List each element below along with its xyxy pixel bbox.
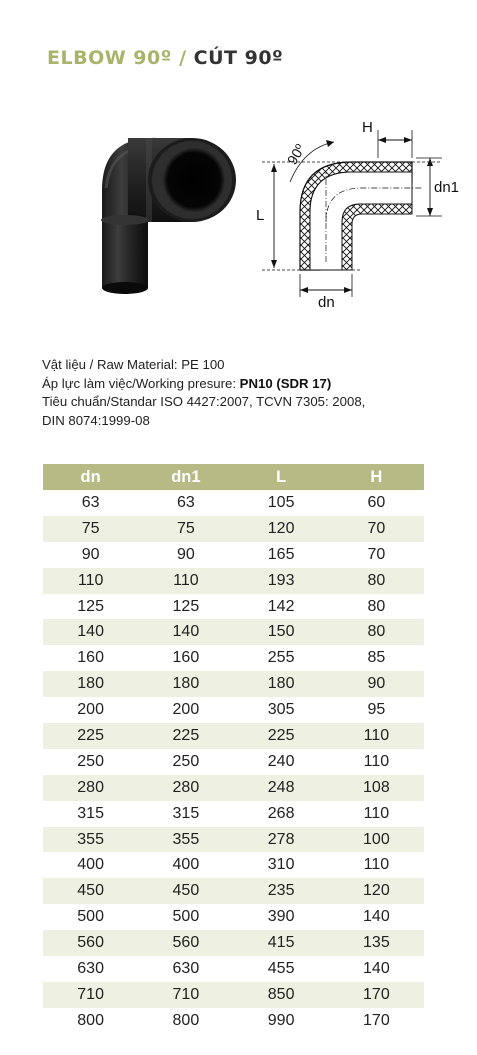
- cell-dn: 63: [81, 493, 100, 511]
- cell-dn: 630: [77, 959, 104, 977]
- cell-dn1: 225: [138, 723, 233, 749]
- cell-h: 70: [329, 516, 424, 542]
- title-separator: /: [179, 47, 187, 69]
- pressure-label: Áp lực làm việc/Working presure:: [42, 375, 240, 391]
- cell-h: 100: [329, 827, 424, 853]
- cell-dn1: 160: [172, 649, 200, 667]
- cell-h: 110: [329, 723, 424, 749]
- cell-dn1: 630: [172, 959, 200, 977]
- page-title: [47, 47, 283, 69]
- cell-dn: 200: [77, 701, 104, 719]
- cell-h: 140: [363, 908, 390, 926]
- table-row: [43, 594, 424, 620]
- cell-l: 165: [267, 545, 295, 563]
- table-row: [43, 904, 424, 930]
- cell-dn1: 180: [138, 671, 233, 697]
- cell-dn: 560: [43, 930, 138, 956]
- header-dn: dn: [43, 464, 138, 490]
- cell-h: 110: [363, 856, 390, 874]
- cell-h: 108: [329, 775, 424, 801]
- table-row: [43, 671, 424, 697]
- cell-dn: 160: [77, 649, 104, 667]
- dn1-dimension-label: dn1: [434, 179, 460, 196]
- cell-dn: 500: [77, 908, 104, 926]
- table-row: [43, 490, 424, 516]
- table-body: [43, 490, 424, 1034]
- table-row: [43, 852, 424, 878]
- cell-dn1: 315: [172, 804, 200, 822]
- angle-label: 90º: [283, 141, 309, 168]
- cell-dn1: 280: [138, 775, 233, 801]
- cell-dn1: 140: [138, 619, 233, 645]
- cell-dn: 800: [77, 1011, 104, 1029]
- cell-dn: 125: [77, 597, 104, 615]
- cell-h: 60: [367, 493, 386, 511]
- cell-dn1: 560: [138, 930, 233, 956]
- elbow-technical-drawing: [252, 112, 467, 312]
- cell-dn1: 63: [176, 493, 195, 511]
- cell-dn1: 75: [138, 516, 233, 542]
- cell-dn1: 125: [172, 597, 200, 615]
- cell-dn: 280: [43, 775, 138, 801]
- cell-h: 85: [367, 649, 386, 667]
- dimensions-table: [43, 464, 424, 1034]
- title-vietnamese: CÚT 90º: [193, 47, 284, 69]
- cell-h: 70: [367, 545, 386, 563]
- cell-dn: 180: [43, 671, 138, 697]
- cell-l: 240: [267, 752, 295, 770]
- table-row: [43, 619, 424, 645]
- cell-dn: 225: [43, 723, 138, 749]
- cell-dn: 450: [43, 878, 138, 904]
- cell-dn1: 400: [172, 856, 200, 874]
- cell-dn1: 250: [172, 752, 200, 770]
- cell-dn1: 90: [176, 545, 195, 563]
- table-row: [43, 723, 424, 749]
- title-english: ELBOW 90º: [47, 47, 172, 69]
- cell-dn1: 200: [172, 701, 200, 719]
- pressure-line: [42, 375, 462, 394]
- cell-h: 140: [363, 959, 390, 977]
- cell-l: 105: [267, 493, 295, 511]
- product-specs: [42, 356, 462, 430]
- cell-dn: 75: [43, 516, 138, 542]
- table-row: [43, 516, 424, 542]
- cell-dn1: 355: [138, 827, 233, 853]
- table-row: [43, 878, 424, 904]
- table-row: [43, 542, 424, 568]
- standard-line-1: Tiêu chuẩn/Standar ISO 4427:2007, TCVN 7305: 2008,: [42, 394, 366, 409]
- l-dimension-label: L: [256, 207, 265, 224]
- cell-l: 142: [267, 597, 295, 615]
- header-l: L: [234, 464, 329, 490]
- cell-dn1: 710: [138, 982, 233, 1008]
- cell-h: 80: [367, 597, 386, 615]
- cell-l: 235: [234, 878, 329, 904]
- table-row: [43, 956, 424, 982]
- cell-h: 80: [329, 619, 424, 645]
- cell-l: 248: [234, 775, 329, 801]
- table-row: [43, 982, 424, 1008]
- pressure-value: PN10 (SDR 17): [239, 375, 332, 391]
- cell-l: 390: [267, 908, 295, 926]
- header-dn1: dn1: [138, 464, 233, 490]
- cell-l: 415: [234, 930, 329, 956]
- cell-l: 278: [234, 827, 329, 853]
- cell-dn: 710: [43, 982, 138, 1008]
- cell-dn: 315: [77, 804, 104, 822]
- table-row: [43, 827, 424, 853]
- cell-l: 305: [267, 701, 295, 719]
- cell-h: 90: [329, 671, 424, 697]
- cell-dn: 355: [43, 827, 138, 853]
- cell-l: 225: [234, 723, 329, 749]
- cell-l: 120: [234, 516, 329, 542]
- table-row: [43, 930, 424, 956]
- table-row: [43, 801, 424, 827]
- table-row: [43, 749, 424, 775]
- table-row: [43, 568, 424, 594]
- table-row: [43, 1008, 424, 1034]
- cell-dn: 400: [77, 856, 104, 874]
- cell-l: 850: [234, 982, 329, 1008]
- dn-dimension-label: dn: [318, 294, 335, 311]
- cell-dn1: 110: [138, 568, 233, 594]
- cell-h: 80: [329, 568, 424, 594]
- cell-h: 170: [363, 1011, 390, 1029]
- cell-h: 170: [329, 982, 424, 1008]
- cell-h: 95: [367, 701, 386, 719]
- cell-dn1: 450: [138, 878, 233, 904]
- table-row: [43, 697, 424, 723]
- table-row: [43, 645, 424, 671]
- cell-dn1: 800: [172, 1011, 200, 1029]
- cell-dn: 110: [43, 568, 138, 594]
- h-dimension-label: H: [362, 119, 373, 136]
- cell-l: 255: [267, 649, 295, 667]
- cell-l: 990: [267, 1011, 295, 1029]
- cell-h: 120: [329, 878, 424, 904]
- cell-l: 310: [267, 856, 295, 874]
- cell-h: 110: [363, 804, 390, 822]
- standard-line-2: DIN 8074:1999-08: [42, 412, 150, 428]
- cell-l: 180: [234, 671, 329, 697]
- cell-l: 455: [267, 959, 295, 977]
- header-h: H: [329, 464, 424, 490]
- cell-dn: 90: [81, 545, 100, 563]
- table-row: [43, 775, 424, 801]
- cell-l: 150: [234, 619, 329, 645]
- cell-dn: 250: [77, 752, 104, 770]
- cell-h: 135: [329, 930, 424, 956]
- elbow-product-photo: [88, 128, 258, 298]
- cell-dn: 140: [43, 619, 138, 645]
- material-line: Vật liệu / Raw Material: PE 100: [42, 357, 225, 372]
- table-header-row: [43, 464, 424, 490]
- cell-l: 193: [234, 568, 329, 594]
- cell-h: 110: [363, 752, 390, 770]
- cell-l: 268: [267, 804, 295, 822]
- cell-dn1: 500: [172, 908, 200, 926]
